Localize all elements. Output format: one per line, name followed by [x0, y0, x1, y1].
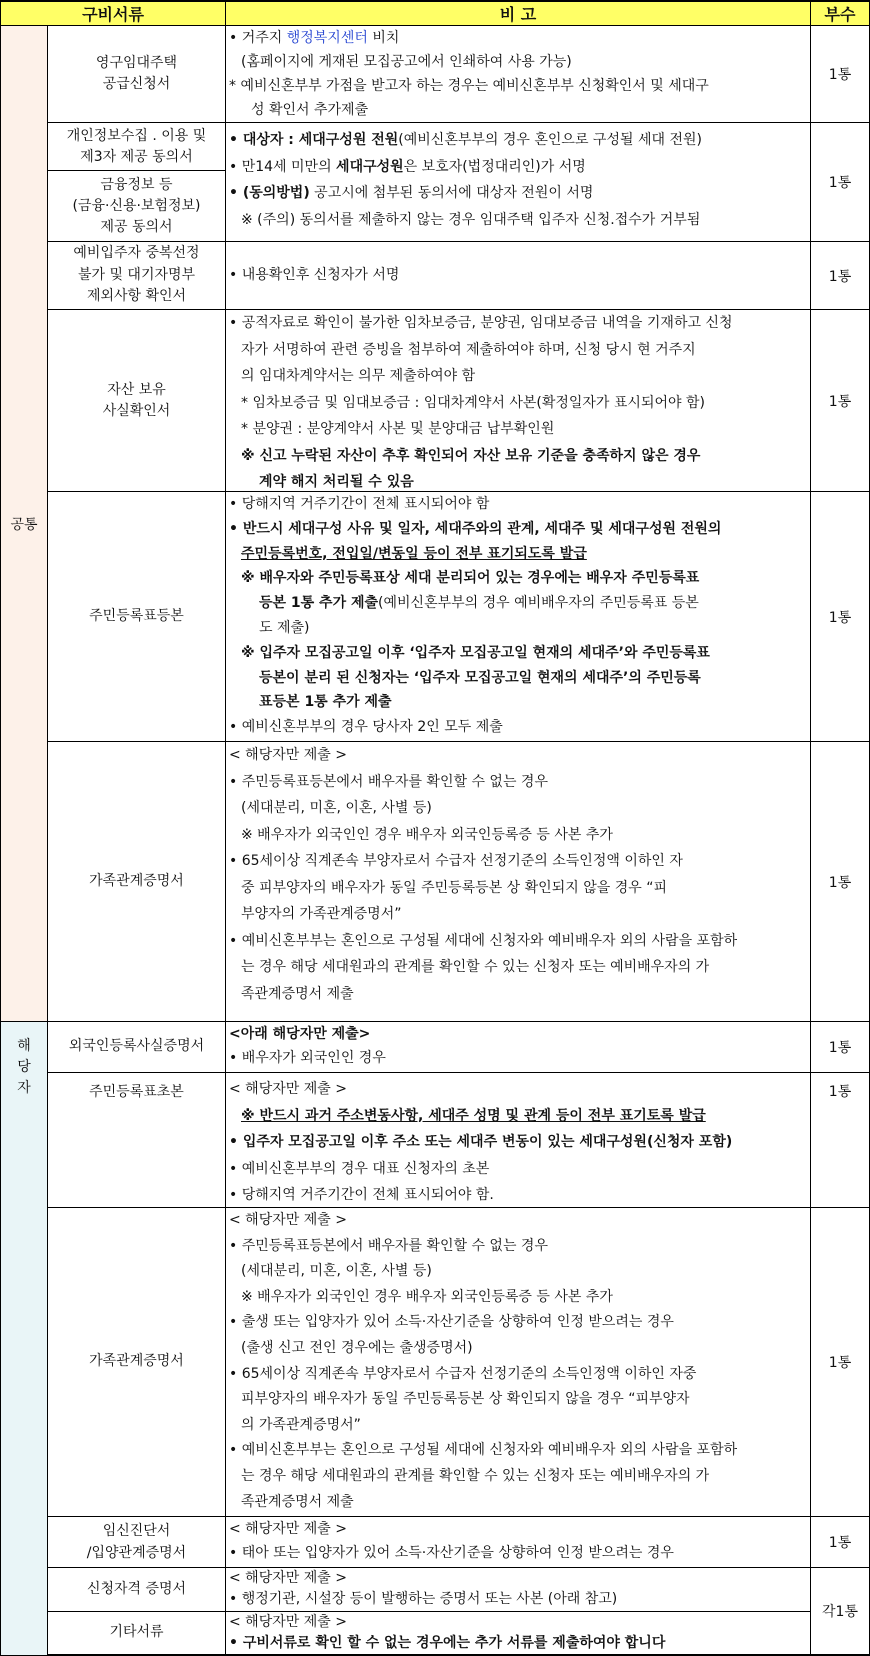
remark-line: • 대상자 : 세대구성원 전원(예비신혼부부의 경우 혼인으로 구성될 세대 전원) — [229, 132, 702, 148]
remark-line: 족관계증명서 제출 — [241, 1493, 354, 1510]
remark-line: • 구비서류로 확인 할 수 없는 경우에는 추가 서류를 제출하여야 합니다 — [229, 1635, 666, 1651]
remark-line: 중 피부양자의 배우자가 동일 주민등록등본 상 확인되지 않을 경우 “피 — [241, 879, 667, 896]
doc-line: 사실확인서 — [102, 402, 171, 419]
remark-line: 등본 1통 추가 제출(예비신혼부부의 경우 예비배우자의 주민등록표 등본 — [259, 595, 699, 612]
remark-line: < 해당자만 제출 > — [229, 1614, 347, 1630]
remarks-resident-abstract — [226, 1073, 811, 1208]
count-family-relation: 1통 — [811, 742, 870, 1022]
remark-line: • 65세이상 직계존속 부양자로서 수급자 선정기준의 소득인정액 이하인 자중 — [229, 1365, 697, 1382]
remark-line: (출생 신고 전인 경우에는 출생증명서) — [241, 1339, 473, 1356]
remark-line: ※ 배우자가 외국인인 경우 배우자 외국인등록증 등 사본 추가 — [241, 826, 613, 843]
remark-line: < 해당자만 제출 > — [229, 1521, 347, 1537]
remark-line: • 당해지역 거주기간이 전체 표시되어야 함 — [229, 496, 490, 512]
group-target-char: 해 — [17, 1038, 31, 1054]
remark-line: * 임차보증금 및 임대보증금 : 임대차계약서 사본(확정일자가 표시되어야 함) — [241, 394, 705, 411]
remark-line: ※ 신고 누락된 자산이 추후 확인되어 자산 보유 기준을 충족하지 않은 경우 — [241, 447, 701, 464]
remark-line: 피부양자의 배우자가 동일 주민등록등본 상 확인되지 않을 경우 “피부양자 — [241, 1391, 690, 1408]
remark-line: 의 가족관계증명서” — [241, 1416, 361, 1433]
remark-line: (세대분리, 미혼, 이혼, 사별 등) — [241, 800, 432, 816]
remark-line: • 배우자가 외국인인 경우 — [229, 1050, 386, 1066]
remarks-family-relation-target — [226, 1208, 811, 1517]
doc-financial-consent — [48, 171, 226, 242]
group-target-char: 당 — [17, 1059, 31, 1075]
count-asset: 1통 — [811, 310, 870, 492]
doc-line: 금융정보 등 — [100, 176, 173, 193]
remark-line: • 행정기관, 시설장 등이 발행하는 증명서 또는 사본 (아래 참고) — [229, 1591, 618, 1607]
remark-line: ※ 입주자 모집공고일 이후 ‘입주자 모집공고일 현재의 세대주’와 주민등록표 — [241, 644, 710, 661]
remark-line: ※ 배우자가 외국인인 경우 배우자 외국인등록증 등 사본 추가 — [241, 1288, 613, 1305]
remark-line: < 해당자만 제출 > — [229, 1081, 347, 1097]
doc-resident-registration: 주민등록표등본 — [48, 492, 226, 742]
header-remarks: 비 고 — [226, 0, 811, 26]
remarks-application-form — [226, 26, 811, 123]
doc-line: 영구임대주택 — [95, 55, 178, 71]
doc-line: 공급신청서 — [102, 76, 171, 92]
doc-asset-confirmation — [48, 310, 226, 492]
remark-line: • 예비신혼부부는 혼인으로 구성될 세대에 신청자와 예비배우자 외의 사람을 포함하 — [229, 932, 738, 949]
group-common: 공통 — [0, 26, 48, 1022]
remark-line: (세대분리, 미혼, 이혼, 사별 등) — [241, 1263, 432, 1280]
remark-line: < 해당자만 제출 > — [229, 1570, 347, 1586]
doc-foreigner-registration: 외국인등록사실증명서 — [48, 1022, 226, 1073]
remark-line: < 해당자만 제출 > — [229, 747, 347, 763]
remark-line: • 반드시 세대구성 사유 및 일자, 세대주와의 관계, 세대주 및 세대구성원 전원의 — [229, 520, 722, 537]
count-pregnancy-adoption: 1통 — [811, 1517, 870, 1568]
remark-line: 자가 서명하여 관련 증빙을 첨부하여 제출하여야 하며, 신청 당시 현 거주지 — [241, 341, 696, 358]
remark-line: 족관계증명서 제출 — [241, 985, 354, 1002]
remark-line: 는 경우 해당 세대원과의 관계를 확인할 수 있는 신청자 또는 예비배우자의 가 — [241, 1467, 710, 1484]
doc-family-relation-target: 가족관계증명서 — [48, 1208, 226, 1517]
remark-line: ※ (주의) 동의서를 제출하지 않는 경우 임대주택 입주자 신청.접수가 거부됨 — [241, 211, 701, 228]
doc-waitlist-confirmation — [48, 242, 226, 310]
remark-line: 계약 해지 처리될 수 있음 — [259, 474, 414, 490]
count-family-relation-target: 1통 — [811, 1208, 870, 1517]
doc-line: 제공 동의서 — [100, 218, 173, 235]
remark-line: 도 제출) — [259, 619, 310, 636]
remark-line: 성 확인서 추가제출 — [251, 102, 369, 118]
remark-line: • 만14세 미만의 세대구성원은 보호자(법정대리인)가 서명 — [229, 158, 586, 175]
remark-line: • 예비신혼부부의 경우 당사자 2인 모두 제출 — [229, 719, 503, 736]
remarks-resident-registration — [226, 492, 811, 742]
remark-line: • 입주자 모집공고일 이후 주소 또는 세대주 변동이 있는 세대구성원(신청자 포함) — [229, 1134, 733, 1150]
remark-line: • 65세이상 직계존속 부양자로서 수급자 선정기준의 소득인정액 이하인 자 — [229, 853, 683, 869]
header-count: 부수 — [811, 0, 870, 26]
doc-line: /입양관계증명서 — [86, 1545, 187, 1561]
remark-line: • 공적자료로 확인이 불가한 임차보증금, 분양권, 임대보증금 내역을 기재하고 신청 — [229, 315, 733, 331]
doc-line: 제외사항 확인서 — [86, 288, 187, 305]
remark-line: ※ 배우자와 주민등록표상 세대 분리되어 있는 경우에는 배우자 주민등록표 — [241, 570, 700, 587]
remarks-other — [226, 1612, 811, 1656]
doc-line: (금융·신용·보험정보) — [72, 197, 201, 214]
count-resident-abstract: 1통 — [811, 1073, 870, 1208]
doc-resident-abstract: 주민등록표초본 — [48, 1073, 226, 1208]
count-application-form: 1통 — [811, 26, 870, 123]
remarks-asset — [226, 310, 811, 492]
remark-line: (홈페이지에 게재된 모집공고에서 인쇄하여 사용 가능) — [241, 54, 572, 70]
doc-family-relation: 가족관계증명서 — [48, 742, 226, 1022]
header-docs: 구비서류 — [0, 0, 226, 26]
remark-line: 는 경우 해당 세대원과의 관계를 확인할 수 있는 신청자 또는 예비배우자의 가 — [241, 959, 710, 975]
remark-line: • 주민등록표등본에서 배우자를 확인할 수 없는 경우 — [229, 773, 548, 790]
doc-eligibility-certificate: 신청자격 증명서 — [48, 1568, 226, 1612]
doc-line: 개인정보수집 . 이용 및 — [66, 127, 207, 144]
remark-line: • 출생 또는 입양자가 있어 소득·자산기준을 상향하여 인정 받으려는 경우 — [229, 1314, 674, 1331]
count-consent: 1통 — [811, 123, 870, 242]
count-resident-registration: 1통 — [811, 492, 870, 742]
remark-line: 등본이 분리 된 신청자는 ‘입주자 모집공고일 현재의 세대주’의 주민등록 — [259, 669, 701, 686]
doc-line: 임신진단서 — [102, 1522, 171, 1539]
doc-pregnancy-adoption — [48, 1517, 226, 1568]
doc-line: 예비입주자 중복선정 — [73, 244, 200, 261]
group-target-char: 자 — [17, 1080, 31, 1096]
doc-line: 자산 보유 — [107, 381, 166, 398]
remark-line: * 예비신혼부부 가점을 받고자 하는 경우는 예비신혼부부 신청확인서 및 세대구 — [229, 78, 709, 94]
remarks-waitlist — [226, 242, 811, 310]
remark-line: • 태아 또는 입양자가 있어 소득·자산기준을 상향하여 인정 받으려는 경우 — [229, 1545, 674, 1561]
remarks-eligibility-certificate — [226, 1568, 811, 1612]
remark-line: • 주민등록표등본에서 배우자를 확인할 수 없는 경우 — [229, 1237, 548, 1254]
remark-line: • 예비신혼부부는 혼인으로 구성될 세대에 신청자와 예비배우자 외의 사람을 포함하 — [229, 1442, 738, 1459]
doc-application-form — [48, 26, 226, 123]
remark-line: 표등본 1통 추가 제출 — [259, 694, 392, 711]
remark-line: • 예비신혼부부의 경우 대표 신청자의 초본 — [229, 1160, 490, 1177]
remark-line: • (동의방법) 공고시에 첨부된 동의서에 대상자 전원이 서명 — [229, 185, 594, 201]
remark-line: < 해당자만 제출 > — [229, 1212, 347, 1228]
remark-line: 의 임대차계약서는 의무 제출하여야 함 — [241, 368, 476, 384]
remarks-foreigner-registration — [226, 1022, 811, 1073]
remark-line: ※ 반드시 과거 주소변동사항, 세대주 성명 및 관계 등이 전부 표기토록 발급 — [241, 1107, 706, 1124]
doc-line: 불가 및 대기자명부 — [77, 266, 196, 283]
group-target — [0, 1022, 48, 1656]
count-waitlist: 1통 — [811, 242, 870, 310]
remarks-consent — [226, 123, 811, 242]
remark-line: <아래 해당자만 제출> — [229, 1026, 371, 1042]
doc-line: 제3자 제공 동의서 — [80, 148, 193, 165]
count-each: 각1통 — [811, 1568, 870, 1656]
remark-line: 주민등록번호, 전입일/변동일 등이 전부 표기되도록 발급 — [241, 545, 587, 562]
remark-line: • 당해지역 거주기간이 전체 표시되어야 함. — [229, 1187, 494, 1203]
doc-privacy-consent — [48, 123, 226, 171]
welfare-center-link: 행정복지센터 — [286, 30, 368, 46]
remark-line: • 거주지 행정복지센터 비치 — [229, 30, 400, 46]
remarks-family-relation — [226, 742, 811, 1022]
remark-line: * 분양권 : 분양계약서 사본 및 분양대금 납부확인원 — [241, 421, 555, 437]
count-foreigner-registration: 1통 — [811, 1022, 870, 1073]
remark-line: • 내용확인후 신청자가 서명 — [229, 267, 400, 284]
remark-line: 부양자의 가족관계증명서” — [241, 906, 402, 922]
doc-other: 기타서류 — [48, 1612, 226, 1656]
remarks-pregnancy-adoption — [226, 1517, 811, 1568]
